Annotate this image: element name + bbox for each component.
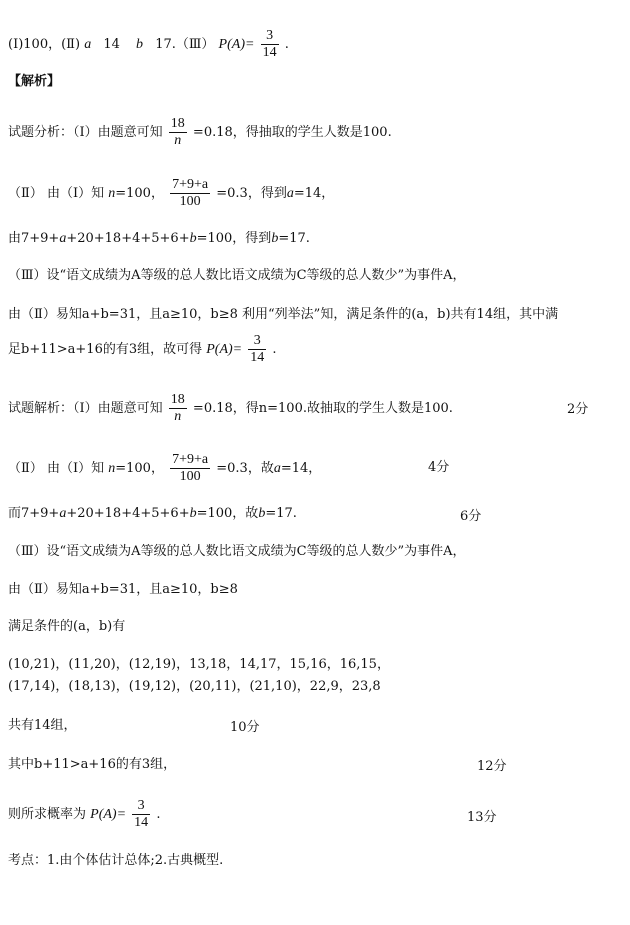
- solution-line-11: [8, 798, 160, 831]
- solution-l11-p: P(A)=: [90, 807, 127, 822]
- analysis-l2-pre: （Ⅱ） 由（Ⅰ）知: [8, 186, 105, 201]
- fraction-numerator: 7+9+a: [172, 452, 209, 467]
- solution-l2-pre: （Ⅱ） 由（Ⅰ）知: [8, 461, 105, 476]
- analysis-line-1: [8, 116, 392, 149]
- fraction-numerator: 3: [137, 798, 145, 813]
- answer-line: [8, 28, 289, 61]
- analysis-l2-post: =14，: [293, 186, 335, 201]
- kaodian-line: 考点：1.由个体估计总体;2.古典概型.: [8, 853, 224, 868]
- solution-l1-pre: 试题解析：（Ⅰ）由题意可知: [8, 401, 163, 416]
- solution-line-3: [8, 504, 297, 524]
- var-b: b: [189, 231, 197, 246]
- solution-l3-pre: 而7+9+: [8, 506, 60, 521]
- fraction-denominator: 100: [179, 194, 201, 209]
- analysis-l2-n-eq: =100，: [115, 186, 164, 201]
- analysis-l3-pre: 由7+9+: [8, 231, 60, 246]
- var-a: a: [273, 461, 281, 476]
- answer-b-val: 17.（Ⅲ）: [155, 37, 215, 52]
- analysis-line-5: 由（Ⅱ）易知a+b=31，且a≥10，b≥8 利用“列举法”知，满足条件的(a，b)共有14组，其中满: [8, 307, 559, 322]
- solution-line-2: [8, 452, 321, 485]
- var-a: a: [286, 186, 294, 201]
- solution-line-8: (17,14)，(18,13)，(19,12)，(20,11)，(21,10)，22,9，23,8: [8, 679, 381, 694]
- answer-a-var: a: [84, 37, 92, 52]
- var-b: b: [258, 506, 266, 521]
- analysis-l1-pre: 试题分析：（Ⅰ）由题意可知: [8, 125, 163, 140]
- analysis-l3-mid: +20+18+4+5+6+: [66, 231, 190, 246]
- var-n: n: [108, 461, 116, 476]
- score-10: 10分: [230, 720, 260, 735]
- solution-line-4: （Ⅲ）设“语文成绩为A等级的总人数比语文成绩为C等级的总人数少”为事件A，: [8, 544, 466, 559]
- answer-part1: (Ⅰ)100，(Ⅱ): [8, 37, 81, 52]
- solution-line-9: 共有14组，: [8, 718, 77, 733]
- fraction-denominator: n: [174, 409, 182, 424]
- solution-l1-fraction: [169, 392, 187, 425]
- answer-p-expr: P(A)=: [218, 37, 255, 52]
- solution-l3-mid: +20+18+4+5+6+: [66, 506, 190, 521]
- fraction-denominator: n: [174, 133, 182, 148]
- var-b: b: [271, 231, 279, 246]
- answer-b-var: b: [136, 37, 144, 52]
- solution-line-6: 满足条件的(a，b)有: [8, 619, 126, 634]
- analysis-l6-p: P(A)=: [206, 342, 243, 357]
- analysis-l1-fraction: [169, 116, 187, 149]
- analysis-l3-post: =17.: [278, 231, 310, 246]
- analysis-line-6: [8, 333, 277, 366]
- solution-l2-post-pre: =0.3，故: [216, 461, 274, 476]
- solution-line-5: 由（Ⅱ）易知a+b=31，且a≥10，b≥8: [8, 582, 238, 597]
- fraction-numerator: 18: [170, 116, 185, 131]
- answer-end: .: [284, 37, 289, 52]
- score-2: 2分: [567, 402, 589, 417]
- analysis-l2-fraction: [170, 177, 210, 210]
- analysis-l6-pre: 足b+11>a+16的有3组，故可得: [8, 342, 203, 357]
- var-b: b: [189, 506, 197, 521]
- analysis-l1-post: =0.18，得抽取的学生人数是100.: [192, 125, 392, 140]
- solution-l11-end: .: [156, 807, 161, 822]
- solution-l2-n-eq: =100，: [115, 461, 164, 476]
- fraction-numerator: 18: [170, 392, 185, 407]
- fraction-denominator: 100: [179, 469, 201, 484]
- fraction-numerator: 3: [253, 333, 261, 348]
- analysis-l6-fraction: [248, 333, 266, 366]
- answer-fraction: [261, 28, 279, 61]
- fraction-numerator: 3: [266, 28, 274, 43]
- fraction-numerator: 7+9+a: [172, 177, 209, 192]
- answer-a-val: 14: [103, 37, 120, 52]
- solution-line-7: (10,21)，(11,20)，(12,19)，13,18，14,17，15,16，16,15，: [8, 657, 390, 672]
- var-a: a: [59, 506, 67, 521]
- analysis-line-2: [8, 177, 334, 210]
- score-13: 13分: [467, 810, 497, 825]
- solution-l11-pre: 则所求概率为: [8, 807, 87, 822]
- score-12: 12分: [477, 759, 507, 774]
- score-6: 6分: [460, 509, 482, 524]
- solution-l2-fraction: [170, 452, 210, 485]
- score-4: 4分: [428, 460, 450, 475]
- analysis-line-3: [8, 229, 310, 249]
- fraction-denominator: 14: [262, 45, 277, 60]
- solution-line-1: [8, 392, 453, 425]
- analysis-heading: 【解析】: [8, 74, 61, 89]
- solution-l1-post: =0.18，得n=100.故抽取的学生人数是100.: [192, 401, 453, 416]
- solution-l3-post-pre: =100，故: [196, 506, 259, 521]
- analysis-l3-post-pre: =100，得到: [196, 231, 272, 246]
- solution-l2-post: =14，: [280, 461, 322, 476]
- solution-line-10: 其中b+11>a+16的有3组，: [8, 757, 177, 772]
- analysis-line-4: （Ⅲ）设“语文成绩为A等级的总人数比语文成绩为C等级的总人数少”为事件A，: [8, 268, 466, 283]
- solution-l3-post: =17.: [265, 506, 297, 521]
- var-n: n: [108, 186, 116, 201]
- solution-l11-fraction: [132, 798, 150, 831]
- analysis-l6-end: .: [272, 342, 277, 357]
- analysis-l2-post-pre: =0.3，得到: [216, 186, 287, 201]
- var-a: a: [59, 231, 67, 246]
- fraction-denominator: 14: [250, 350, 265, 365]
- fraction-denominator: 14: [134, 815, 149, 830]
